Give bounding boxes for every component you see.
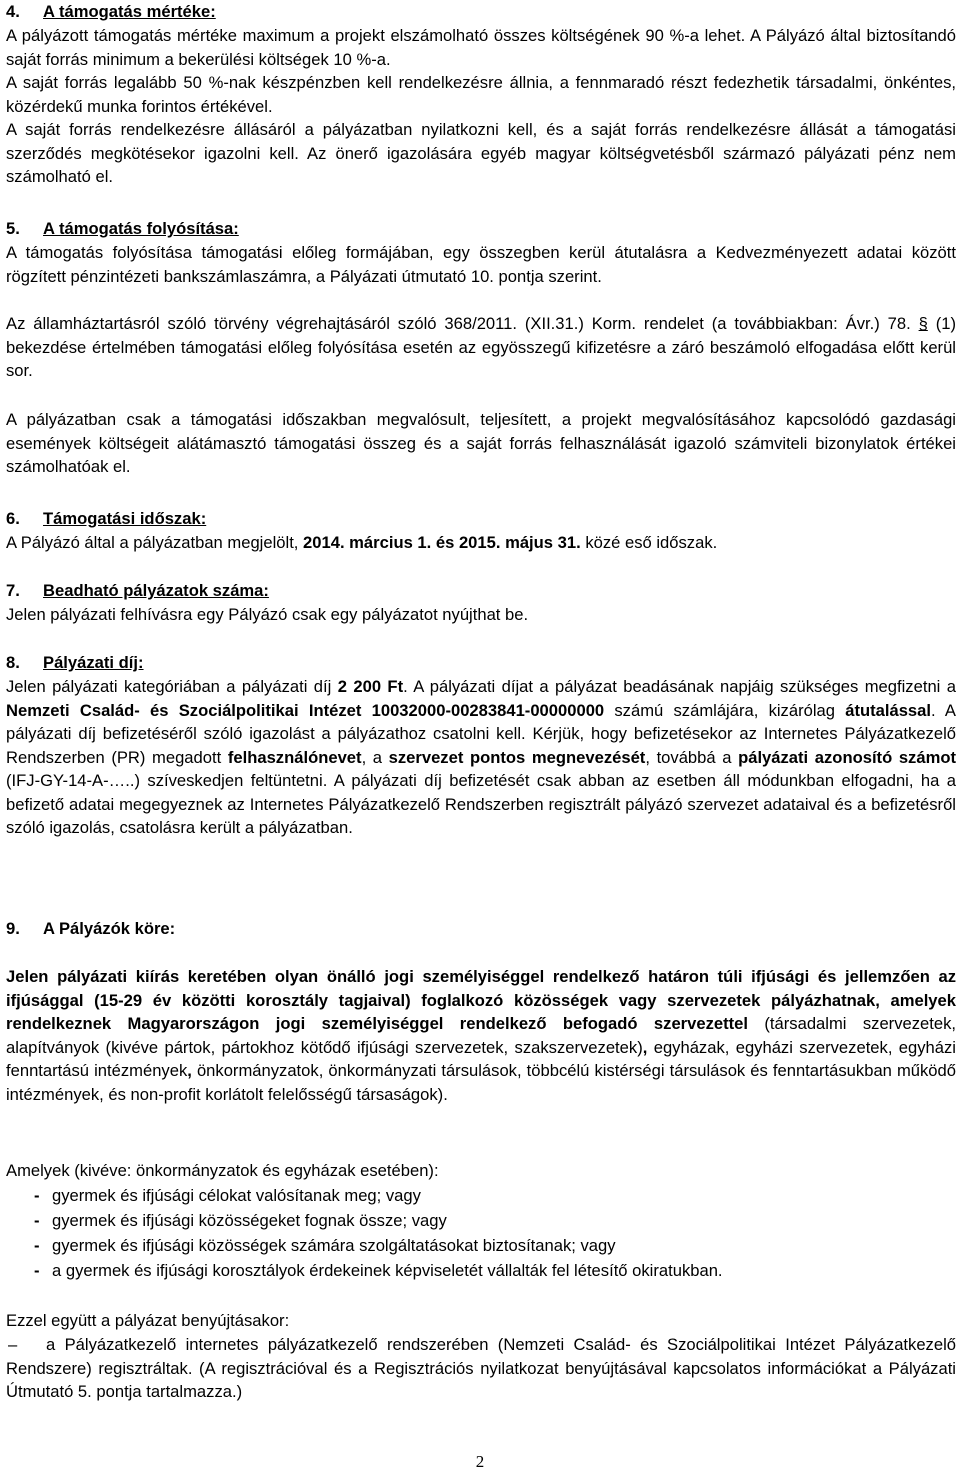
section-title: A támogatás mértéke: (43, 2, 216, 21)
section-4-heading (6, 0, 956, 24)
section-6-paragraph: A Pályázó által a pályázatban megjelölt, 2014. március 1. és 2015. május 31. közé eső időszak. (6, 533, 718, 552)
section-title: A Pályázók köre: (43, 919, 176, 938)
section-title: Beadható pályázatok száma: (43, 581, 269, 600)
section-8-paragraph: Jelen pályázati kategóriában a pályázati díj 2 200 Ft. A pályázati díjat a pályázat beadásának napjáig szükséges megfizetni a Nemzeti Család- és Szociálpolitikai Intézet 10032000-00283841-00000000 számú számlájára, kizárólag átutalással. A pályázati díj befizetéséről szóló igazolást a pályázathoz csatolni kell. Kérjük, hogy befizetésekor az Internetes Pályázatkezelő Rendszerben (PR) megadott felhasználónevet, a szervezet pontos megnevezését, továbbá a pályázati azonosító számot (IFJ-GY-14-A-…..) szíveskedjen feltüntetni. A pályázati díj befizetését csak abban az esetben áll módunkban elfogadni, ha a befizető adatai megegyeznek az Internetes Pályázatkezelő Rendszerben regisztrált pályázó szervezet adataival és a befizetésről szóló igazolás, csatolásra került a pályázatban. (6, 677, 957, 837)
section-9-paragraph: Jelen pályázati kiírás keretében olyan önálló jogi személyiséggel rendelkező határon túli ifjúsági és jellemzően az ifjúsággal (15-29 év közötti korosztály tagjaival) foglalkozó közösségek vagy szervezetek pályázhatnak, amelyek rendelkeznek Magyarországon jogi személyiséggel rendelkező befogadó szervezettel (társadalmi szervezetek, alapítványok (kivéve pártok, pártokhoz kötődő ifjúsági szervezetek, szakszervezetek), egyházak, egyházi szervezetek, egyházi fenntartású intézmények, önkormányzatok, önkormányzati társulások, többcélú kistérségi társulások és fenntartásukban működő intézmények, és non-profit korlátolt felelősségű társaságok). (6, 967, 957, 1104)
section-8-heading (6, 651, 956, 675)
section-9-heading (6, 917, 956, 941)
section-number: 4. (6, 2, 20, 21)
bank-account: Nemzeti Család- és Szociálpolitikai Intézet 10032000-00283841-00000000 (6, 700, 605, 720)
eligibility-list (34, 1183, 956, 1283)
list-item: - gyermek és ifjúsági közösségeket fognak össze; vagy (34, 1211, 447, 1230)
section-4-paragraph-1: A pályázott támogatás mértéke maximum a projekt elszámolható összes költségének 90 %-a lehet. A Pályázó által biztosítandó saját forrás minimum a bekerülési költségek 10 %-a. (6, 26, 956, 69)
section-5-paragraph-1: A támogatás folyósítása támogatási előleg formájában, egy összegben kerül átutalásra a Kedvezményezett adatai között rögzített pénzintézeti bankszámlaszámra, a Pályázati útmutató 10. pontja szerint. (6, 243, 956, 286)
list-item: - a gyermek és ifjúsági korosztályok érdekeinek képviseletét vállalták fel létesítő okiratukban. (34, 1261, 723, 1280)
section-6-heading (6, 507, 956, 531)
fee-amount: 2 200 Ft (337, 677, 404, 696)
section-number: 9. (6, 919, 20, 938)
section-title: Támogatási időszak: (43, 509, 207, 528)
section-7-paragraph: Jelen pályázati felhívásra egy Pályázó csak egy pályázatot nyújthat be. (6, 605, 529, 624)
section-5-paragraph-3: A pályázatban csak a támogatási időszakban megvalósult, teljesített, a projekt megvalósításához kapcsolódó gazdasági események költségeit alátámasztó támogatási összeg és a saját forrás felhasználását igazoló számviteli bizonylatok értékei számolhatóak el. (6, 410, 956, 476)
section-title: A támogatás folyósítása: (43, 219, 239, 238)
section-5-heading (6, 217, 956, 241)
period-dates: 2014. március 1. és 2015. május 31. (303, 533, 581, 552)
section-4-paragraph-2: A saját forrás legalább 50 %-nak készpénzben kell rendelkezésre állnia, a fennmaradó részt fedezhetik társadalmi, önkéntes, közérdekű munka forintos értékével. (6, 73, 956, 116)
section-number: 5. (6, 219, 20, 238)
section-4-paragraph-3: A saját forrás rendelkezésre állásáról a pályázatban nyilatkozni kell, és a saját forrás rendelkezésre állását a támogatási szerződés megkötésekor igazolni kell. Az önerő igazolására egyéb magyar költségvetésből származó pályázati pénz nem számolható el. (6, 120, 956, 186)
section-5-paragraph-2: Az államháztartásról szóló törvény végrehajtásáról szóló 368/2011. (XII.31.) Korm. rendelet (a továbbiakban: Ávr.) 78. § (1) bekezdése értelmében támogatási előleg folyósítása esetén az egyösszegű kifizetésre a záró beszámoló elfogadása előtt kerül sor. (6, 314, 956, 380)
page-number: 2 (475, 1452, 485, 1471)
dash-bullet: – (8, 1335, 18, 1354)
list-item: - gyermek és ifjúsági célokat valósítanak meg; vagy (34, 1186, 421, 1205)
section-9-intro: Amelyek (kivéve: önkormányzatok és egyházak esetében): (6, 1161, 439, 1180)
section-title: Pályázati díj: (43, 653, 144, 672)
section-9-also: Ezzel együtt a pályázat benyújtásakor: (6, 1311, 290, 1330)
section-number: 7. (6, 581, 20, 600)
section-number: 8. (6, 653, 20, 672)
section-7-heading (6, 579, 956, 603)
list-item: - gyermek és ifjúsági közösségek számára szolgáltatásokat biztosítanak; vagy (34, 1236, 616, 1255)
section-9-last-item: – a Pályázatkezelő internetes pályázatkezelő rendszerében (Nemzeti Család- és Szociálpolitikai Intézet Pályázatkezelő Rendszere) regisztráltak. (A regisztrációval és a Regisztrációs nyilatkozat benyújtásával kapcsolatos információkat a Pályázati Útmutató 5. pontja tartalmazza.) (6, 1335, 956, 1401)
section-number: 6. (6, 509, 20, 528)
